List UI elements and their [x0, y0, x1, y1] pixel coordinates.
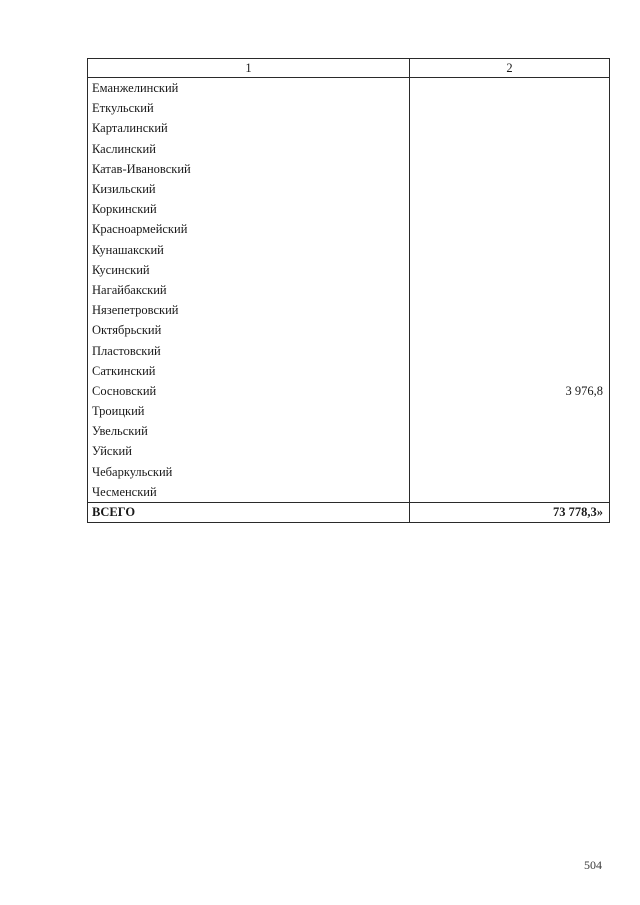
district-name: Сосновский [88, 381, 410, 401]
district-name: Октябрьский [88, 320, 410, 340]
column-header-1: 1 [88, 59, 410, 78]
total-value: 73 778,3» [410, 502, 610, 522]
district-value [410, 199, 610, 219]
table-row [88, 441, 610, 461]
table-row [88, 462, 610, 482]
district-value [410, 482, 610, 503]
table-row [88, 78, 610, 99]
table-header-row [88, 59, 610, 78]
district-name: Увельский [88, 421, 410, 441]
table-row [88, 179, 610, 199]
district-value [410, 179, 610, 199]
budget-table [87, 58, 610, 523]
district-value [410, 78, 610, 99]
table-row [88, 482, 610, 503]
district-value [410, 462, 610, 482]
district-name: Красноармейский [88, 219, 410, 239]
district-name: Чебаркульский [88, 462, 410, 482]
table-row [88, 300, 610, 320]
table-row [88, 98, 610, 118]
table-row [88, 260, 610, 280]
district-name: Кунашакский [88, 240, 410, 260]
district-name: Нязепетровский [88, 300, 410, 320]
district-value [410, 240, 610, 260]
district-name: Чесменский [88, 482, 410, 503]
table-row [88, 139, 610, 159]
district-name: Кусинский [88, 260, 410, 280]
district-name: Еткульский [88, 98, 410, 118]
district-name: Троицкий [88, 401, 410, 421]
column-header-2: 2 [410, 59, 610, 78]
district-name: Нагайбакский [88, 280, 410, 300]
district-name: Еманжелинский [88, 78, 410, 99]
table-row [88, 240, 610, 260]
district-value [410, 219, 610, 239]
district-value [410, 139, 610, 159]
district-name: Катав-Ивановский [88, 159, 410, 179]
total-label: ВСЕГО [88, 502, 410, 522]
table-row [88, 280, 610, 300]
table-row [88, 159, 610, 179]
district-value [410, 401, 610, 421]
district-value [410, 260, 610, 280]
table-row [88, 381, 610, 401]
table-row [88, 219, 610, 239]
district-value [410, 361, 610, 381]
district-name: Пластовский [88, 340, 410, 360]
table-row [88, 118, 610, 138]
district-name: Саткинский [88, 361, 410, 381]
district-value [410, 340, 610, 360]
district-name: Каслинский [88, 139, 410, 159]
table-row [88, 361, 610, 381]
table-row [88, 199, 610, 219]
table-row [88, 320, 610, 340]
district-value [410, 118, 610, 138]
table-row [88, 401, 610, 421]
district-value [410, 320, 610, 340]
district-name: Карталинский [88, 118, 410, 138]
district-value [410, 421, 610, 441]
district-value: 3 976,8 [410, 381, 610, 401]
page-number: 504 [584, 858, 602, 872]
table-row [88, 340, 610, 360]
district-value [410, 300, 610, 320]
district-value [410, 441, 610, 461]
district-name: Коркинский [88, 199, 410, 219]
table-body [88, 78, 610, 523]
district-value [410, 98, 610, 118]
district-name: Кизильский [88, 179, 410, 199]
table-row [88, 421, 610, 441]
district-name: Уйский [88, 441, 410, 461]
total-row [88, 502, 610, 522]
district-value [410, 280, 610, 300]
district-value [410, 159, 610, 179]
